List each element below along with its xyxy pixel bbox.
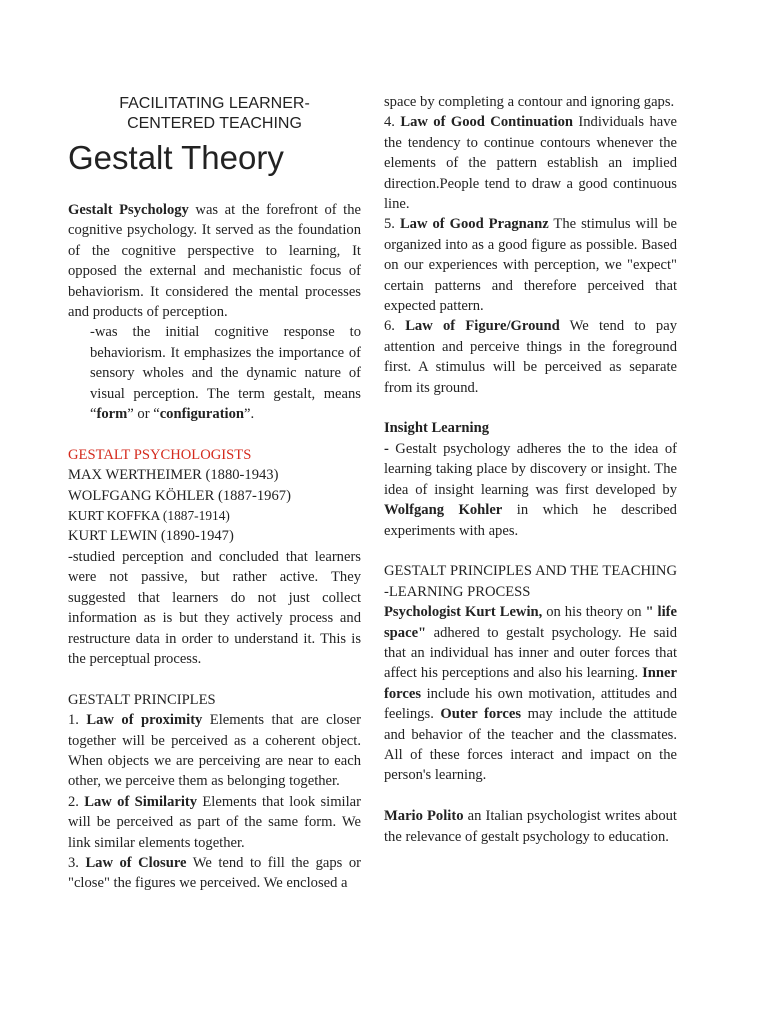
- document-header: [68, 94, 361, 134]
- polito-name: Mario Polito: [384, 808, 464, 825]
- psychologist-name: WOLFGANG KÖHLER (1887-1967): [68, 487, 291, 504]
- page-title: Gestalt Theory: [68, 139, 284, 176]
- kohler-name: Wolfgang Kohler: [384, 502, 503, 519]
- intro-term: Gestalt Psychology: [68, 202, 189, 218]
- psychologists-description: -studied perception and concluded that learners were not passive, but rather active. They suggested that learners do not just collect information as is but they actively process and restructure data in order to understand it. This is the perceptual process.: [68, 548, 361, 667]
- psychologist-name: KURT KOFFKA (1887-1914): [68, 508, 230, 524]
- law-item: 1. Law of proximity Elements that are closer together will be perceived as a coherent object. When objects we are perceiving are near to each other, we perceive them as belonging together.: [68, 712, 361, 790]
- insight-paragraph: - Gestalt psychology adheres the to the idea of learning taking place by discovery or insight. The idea of insight learning was first developed by Wolfgang Kohler in which he described experiments with apes.: [384, 440, 677, 539]
- psychologists-heading: GESTALT PSYCHOLOGISTS: [68, 446, 252, 463]
- intro-paragraph: Gestalt Psychology was at the forefront of the cognitive psychology. It served as the foundation of the cognitive perspective to learning, It opposed the external and mechanistic focus of behaviorism. It considered the mental processes and products of perception.: [68, 202, 361, 321]
- form-term: form: [96, 406, 128, 423]
- closure-continuation: space by completing a contour and ignoring gaps.: [384, 94, 675, 110]
- polito-paragraph: Mario Polito an Italian psychologist writes about the relevance of gestalt psychology to education.: [384, 808, 677, 845]
- psychologist-name: KURT LEWIN (1890-1947): [68, 528, 234, 545]
- header-line-1: FACILITATING LEARNER-: [119, 95, 310, 112]
- law-item: 6. Law of Figure/Ground We tend to pay attention and perceive things in the foreground first. A stimulus will be perceived as separate from its ground.: [384, 318, 678, 396]
- intro-indent-paragraph: -was the initial cognitive response to behaviorism. It emphasizes the importance of sensory wholes and the dynamic nature of visual perception. The term gestalt, means “form” or “configuration”.: [90, 324, 361, 423]
- law-item: 2. Law of Similarity Elements that look similar will be perceived as part of the same form. We link similar elements together.: [68, 793, 362, 851]
- principles-heading: GESTALT PRINCIPLES: [68, 691, 216, 708]
- left-column: [68, 92, 361, 894]
- right-column: [384, 92, 677, 847]
- law-item: 3. Law of Closure We tend to fill the gaps or "close" the figures we perceived. We enclosed a: [68, 854, 361, 892]
- insight-heading: Insight Learning: [384, 420, 490, 437]
- header-line-2: CENTERED TEACHING: [127, 115, 302, 132]
- law-item: 4. Law of Good Continuation Individuals have the tendency to continue contours whenever the elements of the pattern establish an implied direction.People tend to draw a good continuous line.: [384, 114, 677, 213]
- lewin-paragraph: Psychologist Kurt Lewin, on his theory on " life space" adhered to gestalt psychology. He said that an individual has inner and outer forces that affect his perceptions and also his learning. Inner forces include his own motivation, attitudes and feelings. Outer forces may include the attitude and behavior of the teacher and the classmates. All of these forces interact and impact on the person's learning.: [384, 604, 677, 784]
- teaching-heading: GESTALT PRINCIPLES AND THE TEACHING -LEARNING PROCESS: [384, 563, 677, 600]
- configuration-term: configuration: [159, 406, 245, 423]
- psychologist-name: MAX WERTHEIMER (1880-1943): [68, 467, 279, 484]
- law-item: 5. Law of Good Pragnanz The stimulus will be organized into as a good figure as possible. Based on our experiences with perception, we "expect" certain patterns and therefore perceived that expected pattern.: [384, 216, 678, 315]
